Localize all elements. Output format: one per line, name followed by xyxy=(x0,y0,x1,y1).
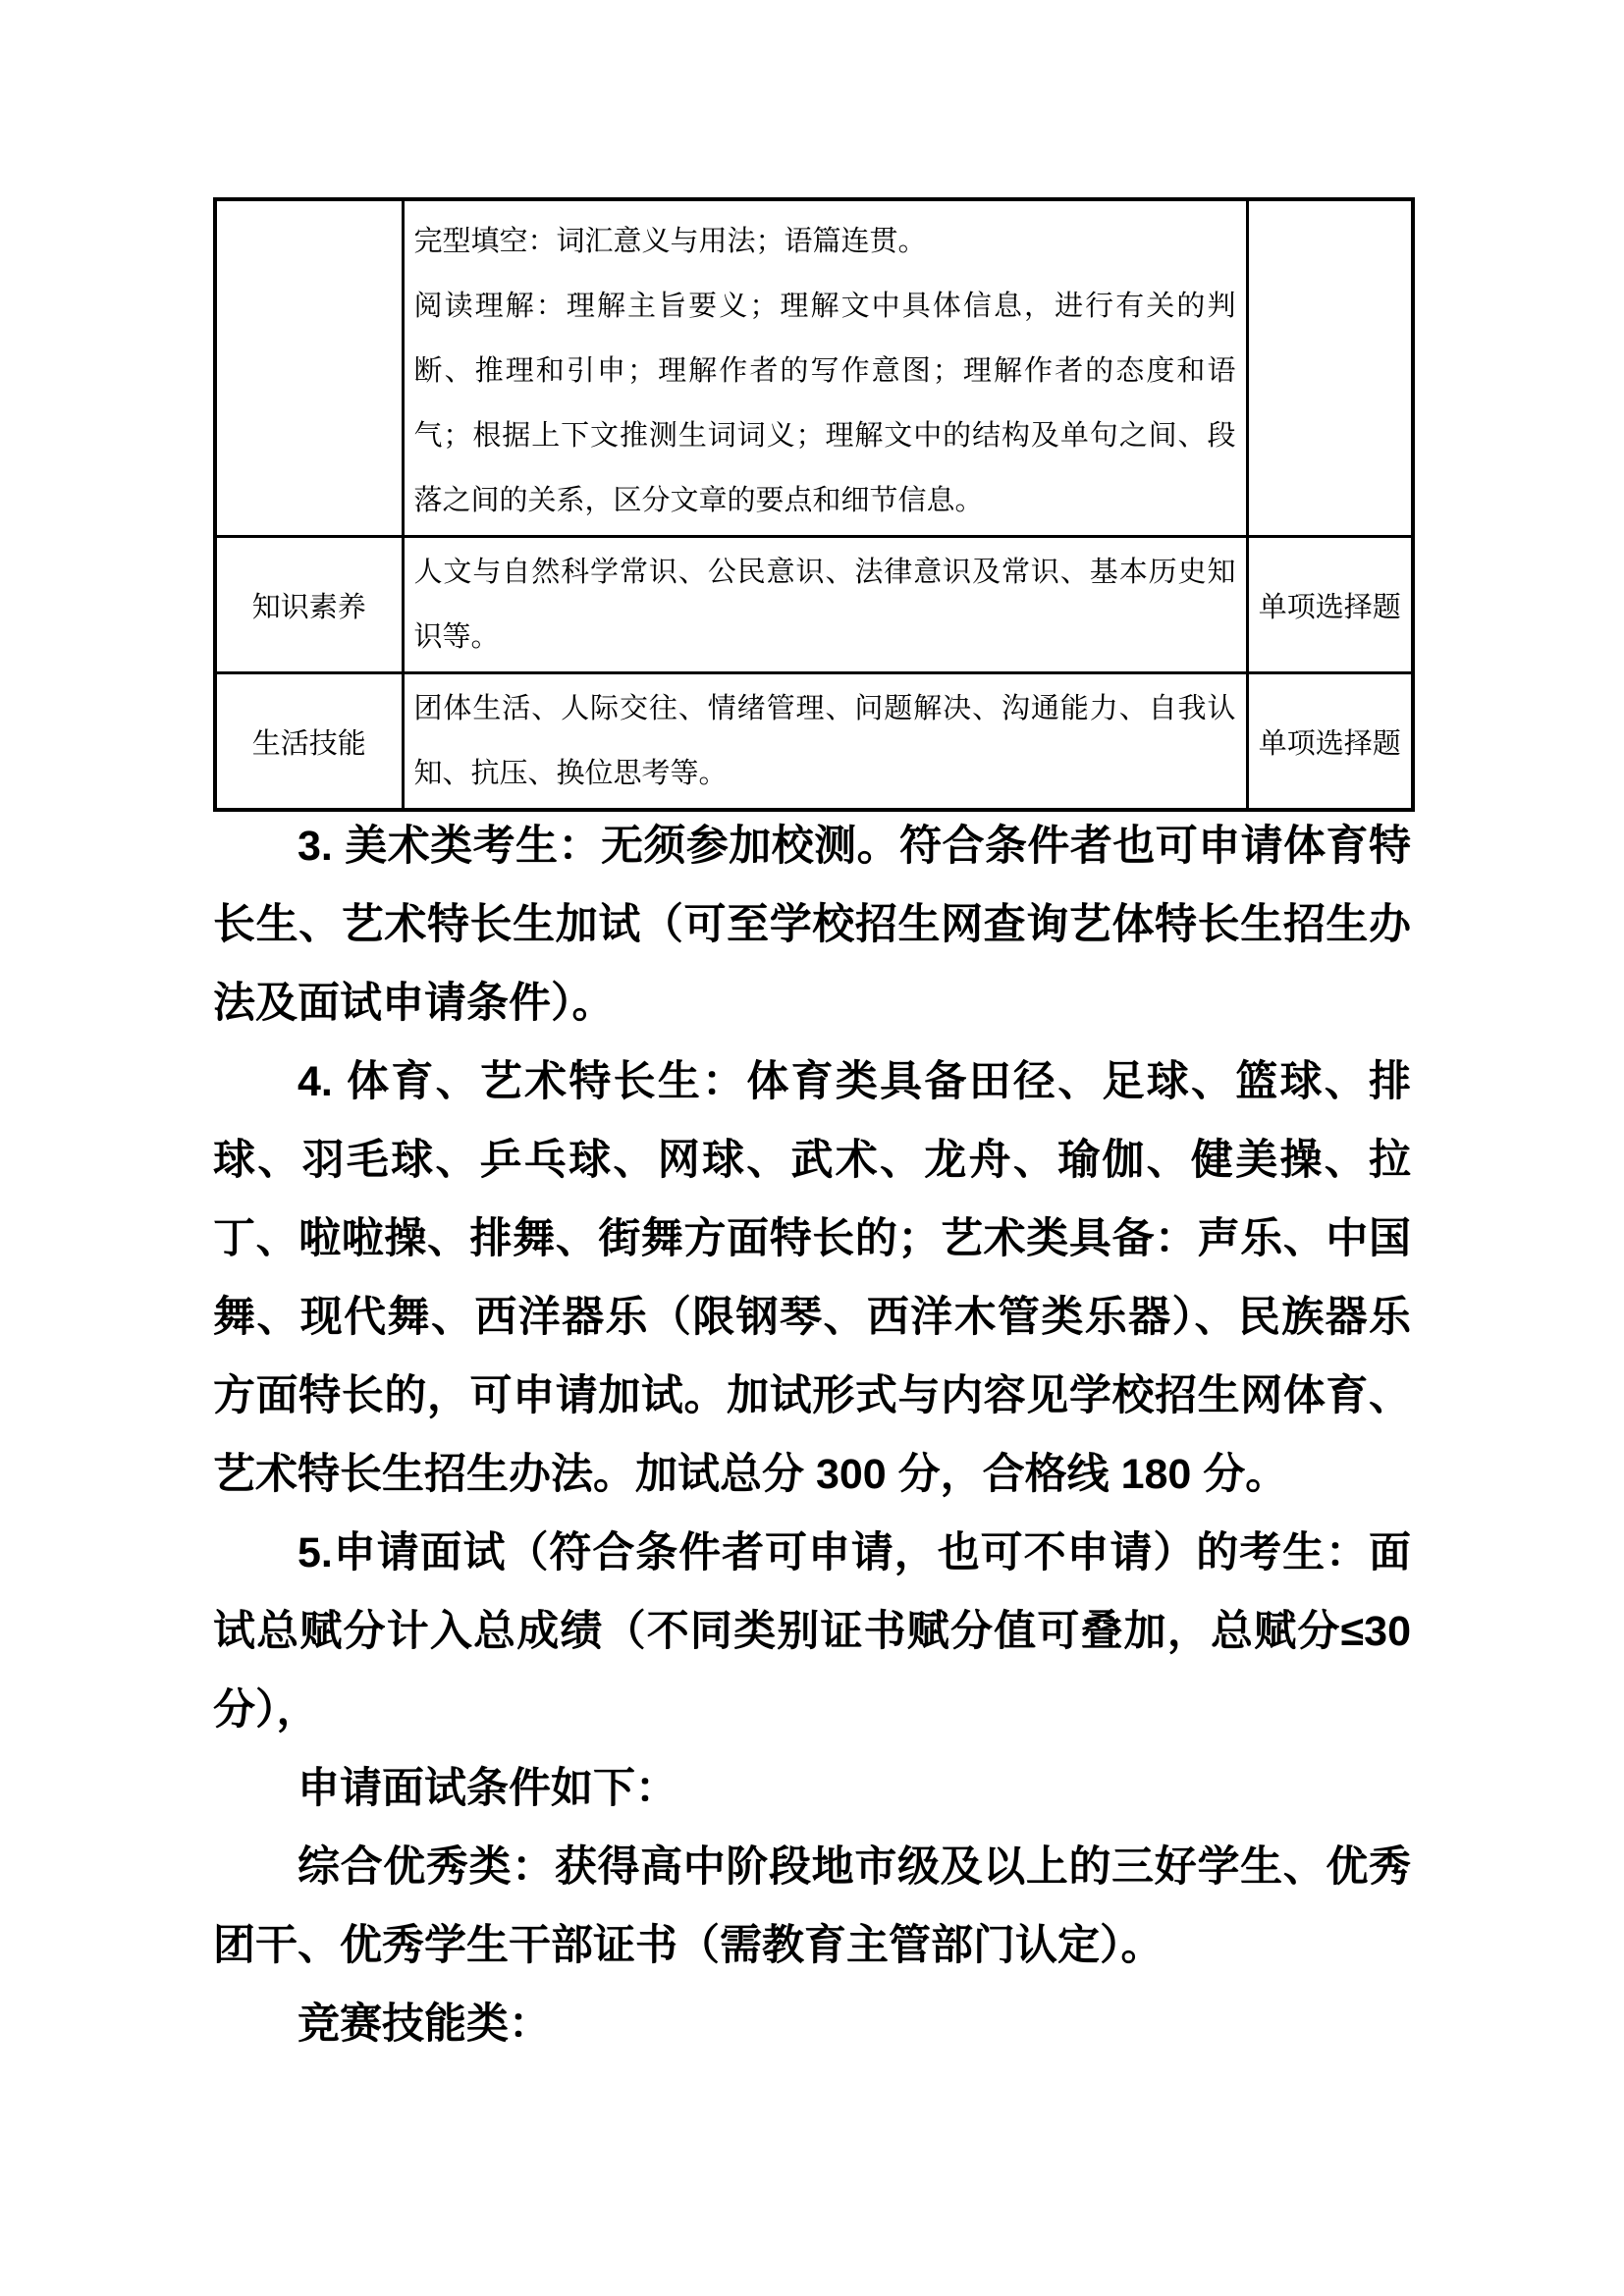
para-item-5-interview-application: 5.申请面试（符合条件者可申请，也可不申请）的考生：面试总赋分计入总成绩（不同类别证书赋分值可叠加，总赋分≤30 分）， xyxy=(213,1529,1411,1734)
content-paragraph: 阅读理解：理解主旨要义；理解文中具体信息，进行有关的判断、推理和引申；理解作者的写作意图；理解作者的态度和语气；根据上下文推测生词词义；理解文中的结构及单句之间、段落之间的关系，区分文章的要点和细节信息。 xyxy=(413,291,1236,516)
cell-exam-content xyxy=(403,673,1247,811)
table-row xyxy=(215,199,1413,537)
cell-category-label: 生活技能 xyxy=(215,673,403,811)
cell-question-type: 单项选择题 xyxy=(1247,673,1413,811)
cell-question-type: 单项选择题 xyxy=(1247,537,1413,673)
para-item-3-art-students: 3. 美术类考生：无须参加校测。符合条件者也可申请体育特长生、艺术特长生加试（可至学校招生网查询艺体特长生招生办法及面试申请条件）。 xyxy=(213,823,1411,1027)
body-text-section xyxy=(213,807,1411,2063)
para-competition-skills-category: 竞赛技能类： xyxy=(298,2001,551,2048)
cell-category-label-empty xyxy=(215,199,403,537)
para-comprehensive-excellence-category: 综合优秀类：获得高中阶段地市级及以上的三好学生、优秀团干、优秀学生干部证书（需教育主管部门认定）。 xyxy=(213,1843,1411,1969)
para-interview-conditions-intro: 申请面试条件如下： xyxy=(298,1765,677,1812)
content-paragraph: 完型填空：词汇意义与用法；语篇连贯。 xyxy=(413,226,927,257)
para-item-4-sports-art-special-students: 4. 体育、艺术特长生：体育类具备田径、足球、篮球、排球、羽毛球、乒乓球、网球、武术、龙舟、瑜伽、健美操、拉丁、啦啦操、排舞、街舞方面特长的；艺术类具备：声乐、中国舞、现代舞、西洋器乐（限钢琴、西洋木管类乐器）、民族器乐方面特长的，可申请加试。加试形式与内容见学校招生网体育、艺术特长生招生办法。加试总分 300 分，合格线 180 分。 xyxy=(213,1058,1411,1498)
table-row xyxy=(215,537,1413,673)
exam-content-table xyxy=(213,197,1415,812)
content-paragraph: 团体生活、人际交往、情绪管理、问题解决、沟通能力、自我认知、抗压、换位思考等。 xyxy=(413,693,1236,789)
cell-question-type-empty xyxy=(1247,199,1413,537)
cell-exam-content xyxy=(403,199,1247,537)
cell-exam-content xyxy=(403,537,1247,673)
table-row xyxy=(215,673,1413,811)
content-paragraph: 人文与自然科学常识、公民意识、法律意识及常识、基本历史知识等。 xyxy=(413,557,1236,653)
cell-category-label: 知识素养 xyxy=(215,537,403,673)
